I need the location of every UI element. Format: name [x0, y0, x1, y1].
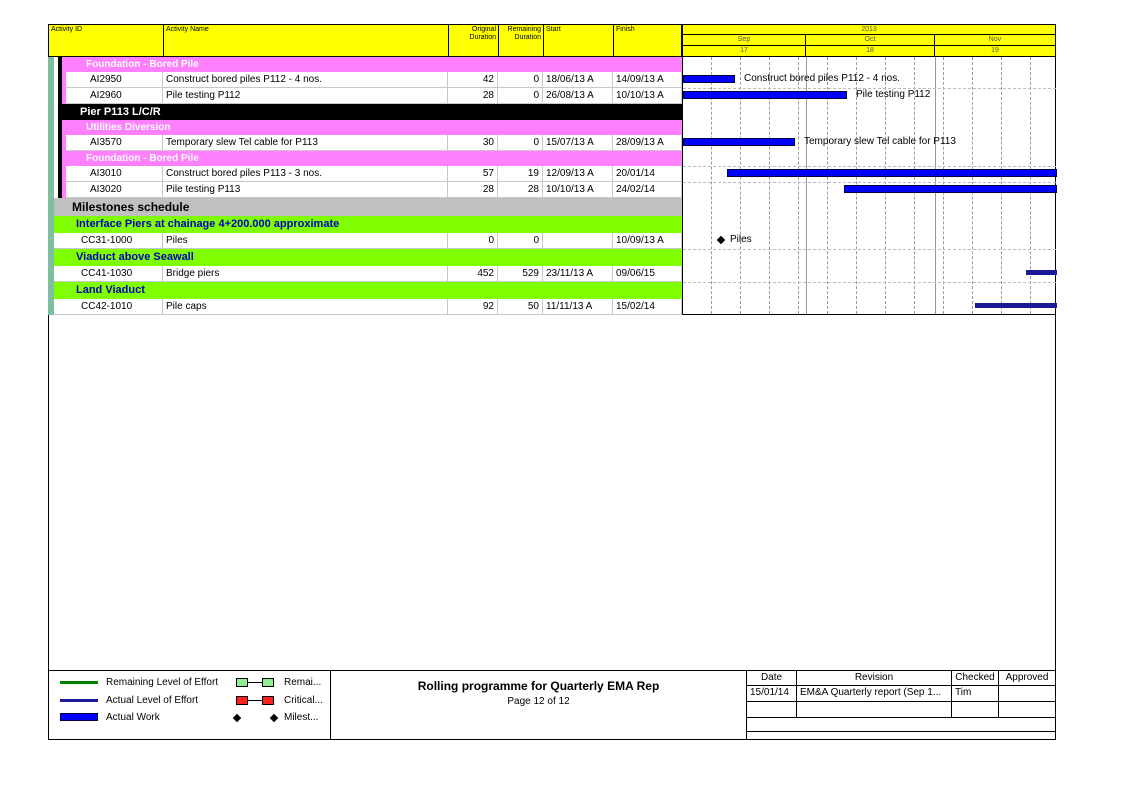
cell-activity-id: AI3570	[66, 135, 163, 150]
rev-header-approved: Approved	[999, 671, 1055, 686]
cell-remaining-duration: 0	[498, 72, 543, 87]
cell-start: 11/11/13 A	[543, 299, 613, 314]
legend-remaining-label: Remai...	[284, 677, 322, 688]
cell-activity-name: Construct bored piles P112 - 4 nos.	[163, 72, 448, 87]
cell-start: 12/09/13 A	[543, 166, 613, 181]
legend-actual-work-label: Actual Work	[106, 712, 160, 723]
cell-start	[543, 233, 613, 248]
cell-finish: 28/09/13 A	[613, 135, 682, 150]
legend-critical-label: Critical...	[284, 695, 323, 706]
cell-activity-id: AI3020	[66, 182, 163, 197]
rev-cell-revision: EM&A Quarterly report (Sep 1...	[797, 686, 952, 702]
gantt-bar-actual-work[interactable]	[727, 169, 1057, 177]
cell-original-duration: 92	[448, 299, 498, 314]
rev-cell-approved	[999, 686, 1055, 702]
cell-finish: 20/01/14	[613, 166, 682, 181]
legend-actual-work-swatch	[60, 713, 98, 721]
gantt-bar-label: Temporary slew Tel cable for P113	[804, 136, 956, 147]
rev-cell-checked: Tim	[952, 686, 999, 702]
wbs-band-milestones-schedule[interactable]: Milestones schedule	[54, 198, 682, 216]
gantt-bar-label: Construct bored piles P112 - 4 nos.	[744, 73, 901, 84]
rev-header-checked: Checked	[952, 671, 999, 686]
cell-remaining-duration: 28	[498, 182, 543, 197]
gantt-bar-label: Pile testing P112	[856, 89, 931, 100]
gantt-bar-actual-work[interactable]	[683, 138, 795, 146]
wbs-band-utilities-diversion[interactable]: Utilities Diversion	[66, 120, 682, 135]
cell-finish: 24/02/14	[613, 182, 682, 197]
legend-remaining-swatch	[236, 678, 248, 687]
cell-activity-id: AI2960	[66, 88, 163, 103]
cell-remaining-duration: 19	[498, 166, 543, 181]
cell-finish: 09/06/15	[613, 266, 682, 281]
table-row[interactable]	[66, 135, 682, 151]
table-row[interactable]	[54, 233, 682, 249]
report-title: Rolling programme for Quarterly EMA Rep	[417, 679, 660, 693]
rev-cell-empty	[747, 702, 797, 718]
cell-activity-name: Pile testing P112	[163, 88, 448, 103]
cell-finish: 14/09/13 A	[613, 72, 682, 87]
cell-start: 10/10/13 A	[543, 182, 613, 197]
gantt-bar-actual-work[interactable]	[844, 185, 1057, 193]
timeline-week: 17	[683, 46, 806, 56]
cell-activity-id: AI3010	[66, 166, 163, 181]
cell-start: 26/08/13 A	[543, 88, 613, 103]
gantt-bar-actual-work[interactable]	[683, 91, 847, 99]
cell-start: 23/11/13 A	[543, 266, 613, 281]
col-header-start[interactable]: Start	[544, 25, 614, 56]
timeline-month: Sep	[683, 35, 806, 45]
cell-original-duration: 57	[448, 166, 498, 181]
table-row[interactable]	[66, 182, 682, 198]
gantt-bar-actual-loe[interactable]	[975, 303, 1057, 308]
cell-original-duration: 28	[448, 88, 498, 103]
timeline-month-row	[683, 35, 1055, 46]
rev-cell-empty	[999, 702, 1055, 718]
cell-original-duration: 42	[448, 72, 498, 87]
rev-cell-empty	[797, 702, 952, 718]
cell-finish: 10/10/13 A	[613, 88, 682, 103]
timeline-header	[682, 24, 1056, 57]
gantt-chart[interactable]	[682, 57, 1056, 315]
col-header-remaining-duration[interactable]: Remaining Duration	[499, 25, 544, 56]
cell-activity-id: CC41-1030	[54, 266, 163, 281]
cell-activity-name: Piles	[163, 233, 448, 248]
cell-activity-id: CC42-1010	[54, 299, 163, 314]
table-row[interactable]	[66, 72, 682, 88]
gantt-bar-actual-loe[interactable]	[1026, 270, 1057, 275]
timeline-week: 19	[991, 47, 999, 54]
cell-finish: 10/09/13 A	[613, 233, 682, 248]
legend-critical-swatch	[248, 700, 262, 701]
table-row[interactable]	[54, 299, 682, 315]
timeline-year-row	[683, 25, 1055, 35]
cell-activity-name: Construct bored piles P113 - 3 nos.	[163, 166, 448, 181]
cell-activity-id: CC31-1000	[54, 233, 163, 248]
page-number: Page 12 of 12	[507, 696, 570, 707]
milestone-diamond-icon[interactable]	[717, 236, 725, 244]
col-header-activity-id[interactable]: Activity ID	[49, 25, 164, 56]
cell-remaining-duration: 529	[498, 266, 543, 281]
wbs-band-foundation-bored-pile[interactable]: Foundation - Bored Pile	[66, 57, 682, 72]
cell-remaining-duration: 0	[498, 88, 543, 103]
legend-remaining-swatch	[262, 678, 274, 687]
wbs-band-foundation-bored-pile[interactable]: Foundation - Bored Pile	[66, 151, 682, 166]
timeline-month: Nov	[988, 36, 1002, 43]
legend-remaining-swatch	[248, 682, 262, 683]
gantt-row-gridline	[683, 166, 1056, 167]
table-row[interactable]	[54, 266, 682, 282]
footer	[48, 670, 1056, 740]
rev-cell-empty	[952, 702, 999, 718]
table-row[interactable]	[66, 166, 682, 182]
legend-milestone-label: Milest...	[284, 712, 319, 723]
col-header-original-duration[interactable]: Original Duration	[449, 25, 499, 56]
revision-table	[746, 671, 1056, 740]
cell-activity-name: Temporary slew Tel cable for P113	[163, 135, 448, 150]
rev-header-revision: Revision	[797, 671, 952, 686]
cell-finish: 15/02/14	[613, 299, 682, 314]
timeline-week-row	[683, 46, 1055, 56]
cell-original-duration: 0	[448, 233, 498, 248]
gantt-bar-label: Piles	[730, 234, 752, 245]
legend-actual-loe-swatch	[60, 699, 98, 702]
cell-activity-name: Pile testing P113	[163, 182, 448, 197]
gantt-bar-actual-work[interactable]	[683, 75, 735, 83]
wbs-band-interface-piers[interactable]: Interface Piers at chainage 4+200.000 approximate	[54, 216, 682, 233]
cell-activity-name: Pile caps	[163, 299, 448, 314]
rev-header-date: Date	[747, 671, 797, 686]
timeline-year: 2013	[861, 26, 877, 33]
legend-critical-swatch	[236, 696, 248, 705]
timeline-month: Oct	[806, 35, 935, 45]
cell-remaining-duration: 50	[498, 299, 543, 314]
rev-cell-empty	[747, 718, 1055, 732]
cell-original-duration: 28	[448, 182, 498, 197]
legend-actual-loe-label: Actual Level of Effort	[106, 695, 199, 706]
cell-remaining-duration: 0	[498, 233, 543, 248]
table-header	[48, 24, 682, 57]
legend-critical-swatch	[262, 696, 274, 705]
cell-original-duration: 30	[448, 135, 498, 150]
legend-remaining-loe-label: Remaining Level of Effort	[106, 677, 219, 688]
wbs-band-pier-p113[interactable]: Pier P113 L/C/R	[62, 104, 682, 120]
gantt-row-gridline	[683, 282, 1056, 283]
rev-cell-date: 15/01/14	[747, 686, 797, 702]
cell-start: 18/06/13 A	[543, 72, 613, 87]
col-header-activity-name[interactable]: Activity Name	[164, 25, 449, 56]
cell-activity-name: Bridge piers	[163, 266, 448, 281]
table-row[interactable]	[66, 88, 682, 104]
timeline-week: 18	[806, 46, 935, 56]
cell-remaining-duration: 0	[498, 135, 543, 150]
gantt-row-gridline	[683, 182, 1056, 183]
wbs-band-land-viaduct[interactable]: Land Viaduct	[54, 282, 682, 299]
wbs-band-viaduct-above-seawall[interactable]: Viaduct above Seawall	[54, 249, 682, 266]
cell-activity-id: AI2950	[66, 72, 163, 87]
cell-original-duration: 452	[448, 266, 498, 281]
legend-remaining-loe-swatch	[60, 681, 98, 684]
col-header-finish[interactable]: Finish	[616, 26, 635, 33]
gantt-row-gridline	[683, 249, 1056, 250]
cell-start: 15/07/13 A	[543, 135, 613, 150]
